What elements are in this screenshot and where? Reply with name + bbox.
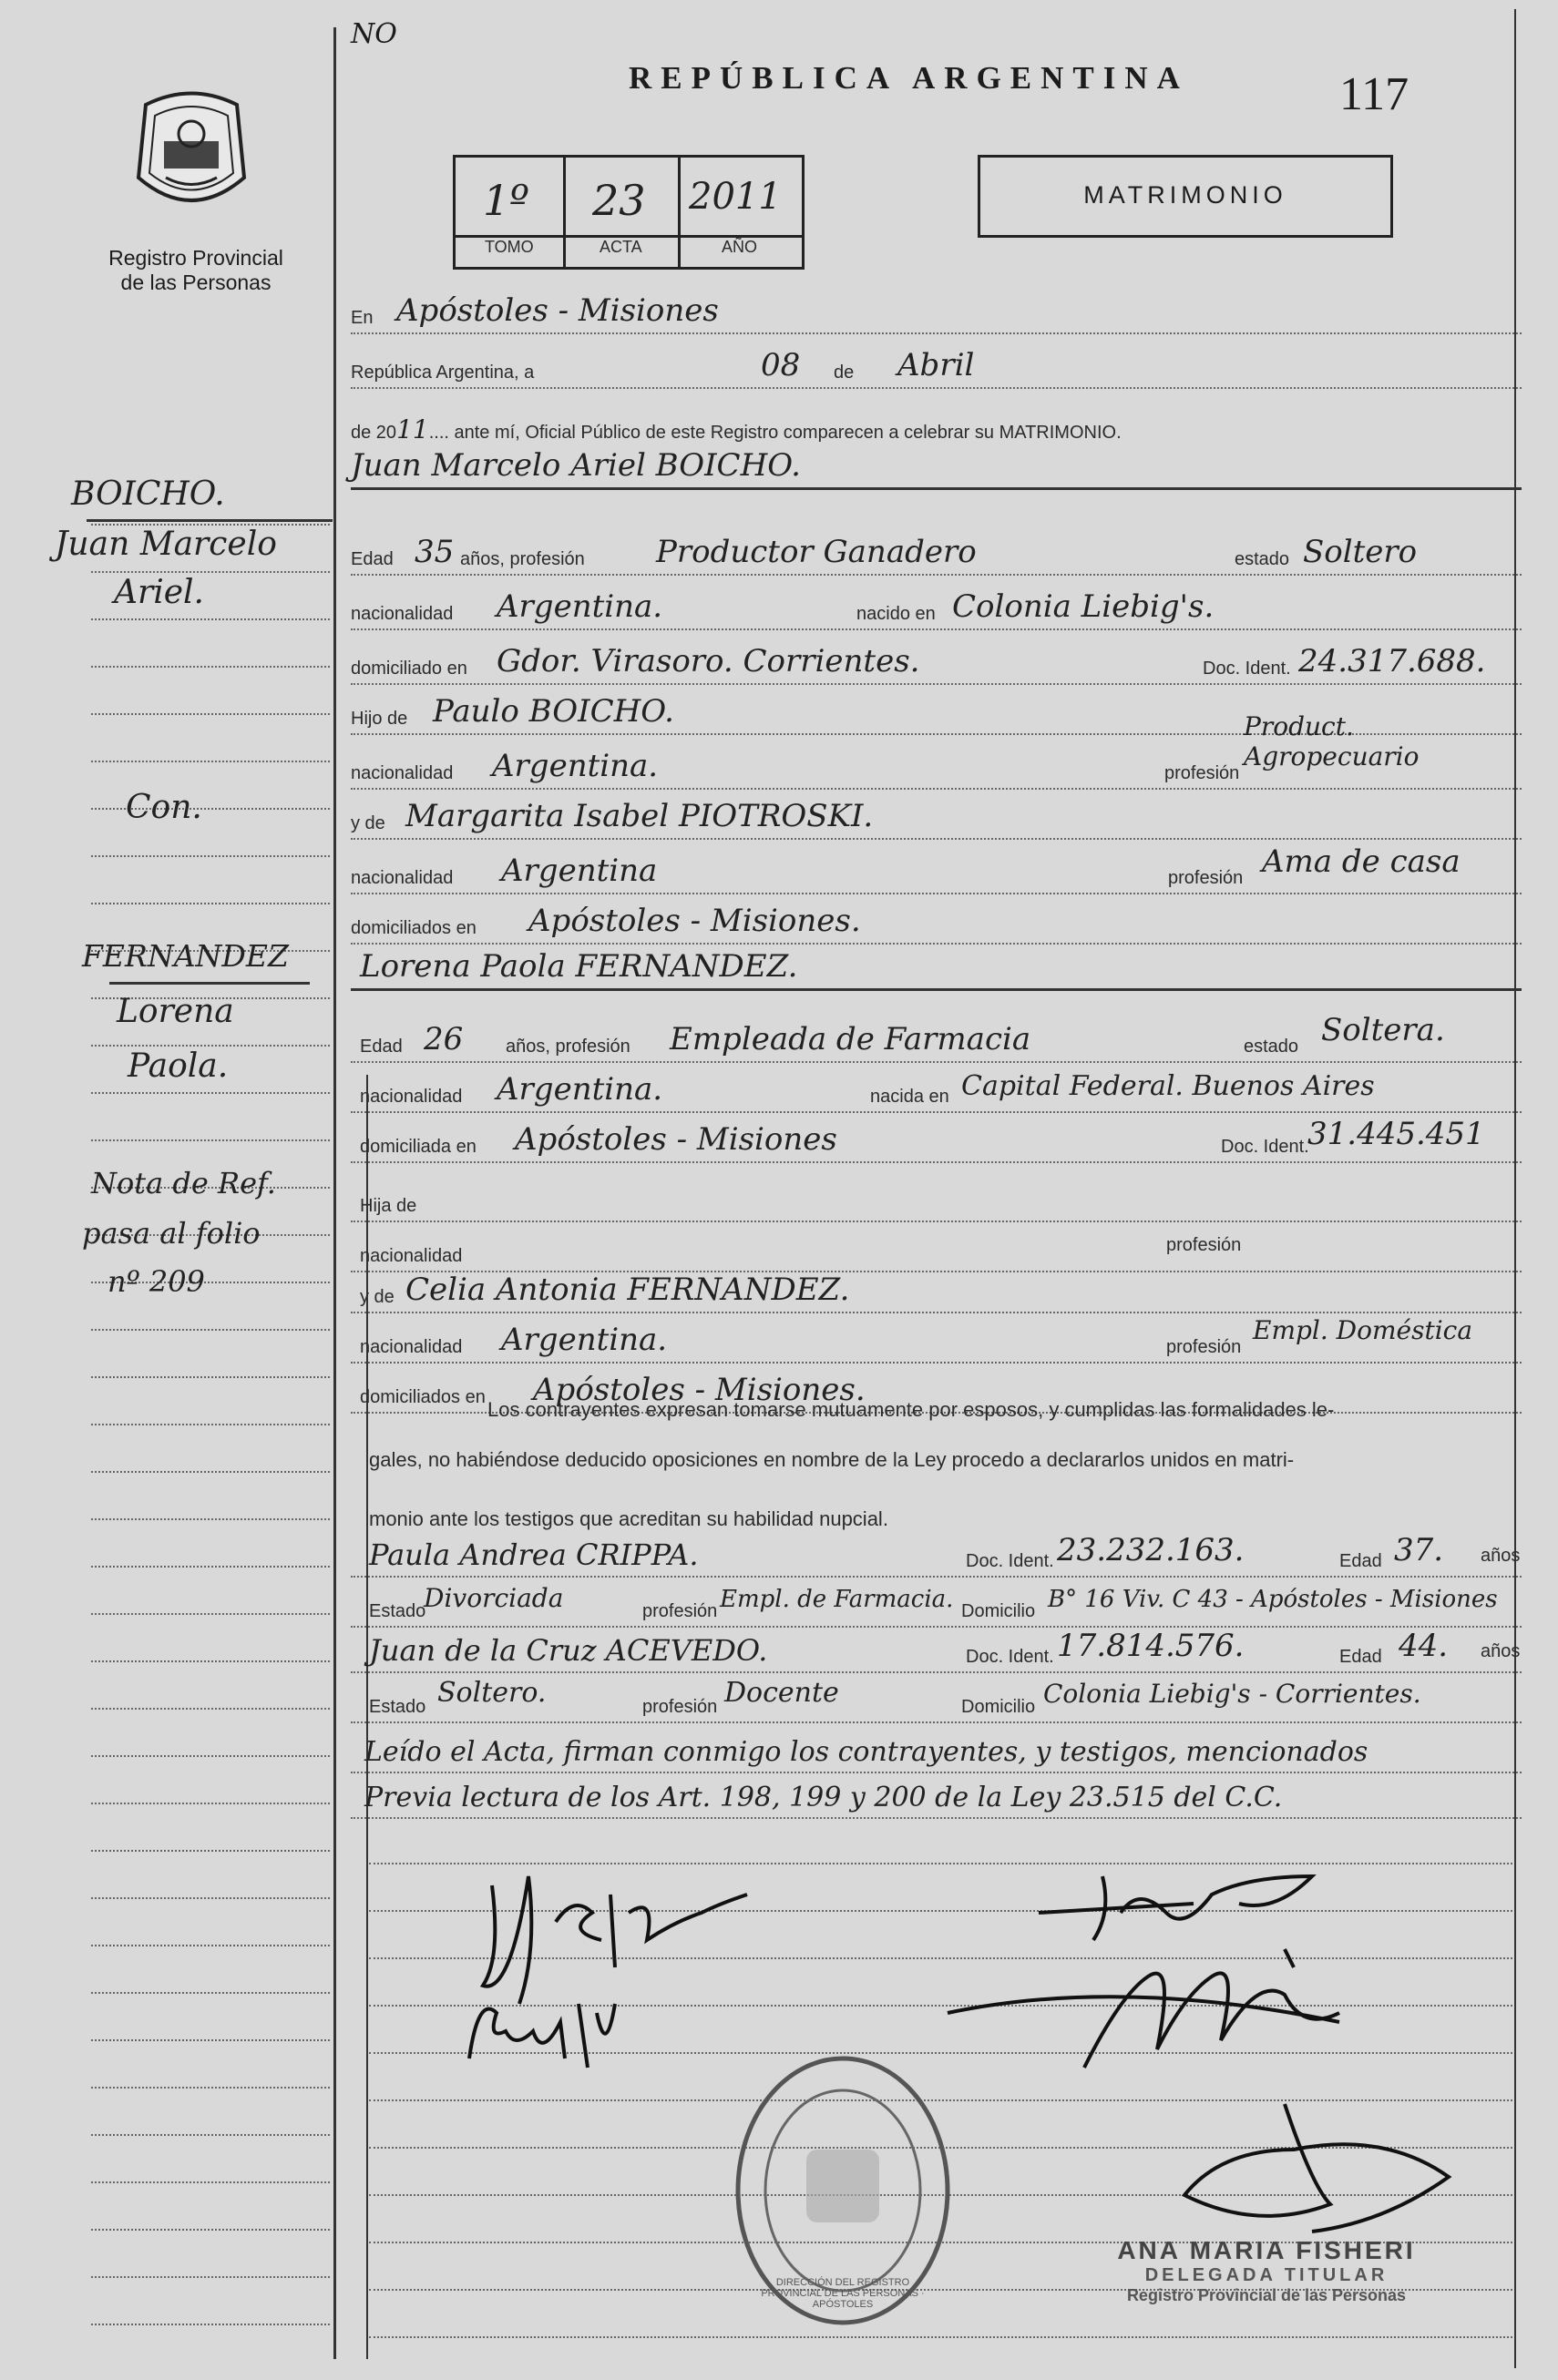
edad-label: Edad bbox=[1339, 1551, 1382, 1571]
margin-ruled-line bbox=[91, 1376, 330, 1378]
groom-nationality-row bbox=[351, 583, 1522, 630]
witness-2-profession: Docente bbox=[724, 1677, 839, 1709]
round-official-seal bbox=[729, 2049, 957, 2332]
margin-bride-name-1: Lorena bbox=[117, 993, 234, 1030]
witness-2-address: Colonia Liebig's - Corrientes. bbox=[1043, 1679, 1421, 1709]
witness-1-address: B° 16 Viv. C 43 - Apóstoles - Misiones bbox=[1048, 1586, 1498, 1613]
doc-label: Doc. Ident. bbox=[1203, 659, 1291, 679]
anos-label: años bbox=[1481, 1641, 1521, 1661]
witness-2-details-row bbox=[351, 1676, 1522, 1723]
edad-label: Edad bbox=[351, 549, 394, 569]
doc-label: Doc. Ident. bbox=[966, 1647, 1054, 1667]
groom-age: 35 bbox=[415, 534, 455, 570]
document-type-box bbox=[978, 155, 1393, 238]
place-value: Apóstoles - Misiones bbox=[396, 292, 719, 329]
bride-doc: 31.445.451 bbox=[1307, 1116, 1485, 1152]
registry-name: Registro Provincial de las Personas bbox=[108, 246, 283, 294]
groom-status: Soltero bbox=[1303, 534, 1418, 570]
profesion-label: años, profesión bbox=[460, 549, 585, 569]
page-title: REPÚBLICA ARGENTINA bbox=[629, 60, 1189, 96]
groom-mother-profession: Ama de casa bbox=[1262, 843, 1461, 880]
margin-ruled-line bbox=[91, 666, 330, 668]
margin-ruled-line bbox=[91, 2134, 330, 2136]
margin-ruled-line bbox=[91, 1945, 330, 1946]
margin-ruled-line bbox=[91, 2276, 330, 2278]
edad-label: Edad bbox=[360, 1037, 403, 1057]
domiciliados-label: domiciliados en bbox=[360, 1387, 486, 1407]
profesion-label: profesión bbox=[642, 1697, 718, 1717]
signature-official bbox=[1148, 2095, 1458, 2254]
estado-label: estado bbox=[1235, 549, 1290, 569]
nacionalidad-label: nacionalidad bbox=[351, 604, 454, 624]
witness-2-doc: 17.814.576. bbox=[1057, 1628, 1245, 1664]
bride-mother: Celia Antonia FERNANDEZ. bbox=[405, 1272, 850, 1308]
doc-label: Doc. Ident. bbox=[1221, 1137, 1309, 1157]
margin-solid-line bbox=[109, 982, 310, 985]
provincial-seal bbox=[128, 87, 255, 223]
nacionalidad-label: nacionalidad bbox=[360, 1087, 463, 1107]
bride-age-row bbox=[351, 1012, 1522, 1063]
witness-1-status: Divorciada bbox=[424, 1583, 564, 1613]
tomo-value: 1º bbox=[483, 176, 529, 225]
witness-2-status: Soltero. bbox=[437, 1677, 547, 1709]
bride-nationality: Argentina. bbox=[497, 1071, 663, 1108]
date-row bbox=[351, 342, 1522, 389]
margin-ruled-line bbox=[91, 1329, 330, 1331]
margin-ruled-line bbox=[91, 761, 330, 762]
profesion-label: profesión bbox=[642, 1601, 718, 1621]
bride-age: 26 bbox=[424, 1021, 464, 1057]
y-de-label: y de bbox=[360, 1287, 395, 1307]
year-prefix: de 20 bbox=[351, 423, 397, 443]
bride-mother-nationality-row bbox=[351, 1316, 1522, 1364]
page-mark: NO bbox=[351, 18, 397, 50]
hija-de-label: Hija de bbox=[360, 1196, 417, 1216]
intro-text: ante mí, Oficial Público de este Registro comparecen a celebrar su MATRIMONIO. bbox=[454, 423, 1122, 443]
witness-1-row bbox=[351, 1530, 1522, 1578]
domicilio-label: domiciliada en bbox=[360, 1137, 477, 1157]
margin-groom-surname: BOICHO. bbox=[71, 475, 225, 513]
closing-line-2-row bbox=[351, 1772, 1522, 1819]
bride-mother-nationality: Argentina. bbox=[501, 1322, 668, 1358]
margin-ruled-line bbox=[91, 1850, 330, 1852]
groom-age-row bbox=[351, 528, 1522, 576]
closing-line-1: Leído el Acta, firman conmigo los contrayentes, y testigos, mencionados bbox=[364, 1736, 1368, 1768]
groom-mother-row bbox=[351, 792, 1522, 840]
republica-label: República Argentina, a bbox=[351, 363, 535, 383]
margin-ruled-line bbox=[91, 1708, 330, 1710]
margin-ruled-line bbox=[91, 1803, 330, 1804]
margin-ruled-line bbox=[91, 1471, 330, 1473]
margin-bride-name-2: Paola. bbox=[128, 1047, 229, 1085]
witness-1-profession: Empl. de Farmacia. bbox=[720, 1586, 954, 1613]
margin-ruled-line bbox=[91, 2087, 330, 2089]
margin-ruled-line bbox=[91, 855, 330, 857]
y-de-label: y de bbox=[351, 813, 385, 833]
profesion-label: profesión bbox=[1166, 1235, 1242, 1255]
groom-name-row bbox=[351, 442, 1522, 490]
margin-ruled-line bbox=[91, 903, 330, 904]
official-office: Registro Provincial de las Personas bbox=[1126, 2286, 1407, 2304]
margin-ruled-line bbox=[91, 2039, 330, 2041]
groom-father-profession: Product. Agropecuario bbox=[1244, 711, 1420, 771]
edad-label: Edad bbox=[1339, 1647, 1382, 1667]
declaration-line-3: monio ante los testigos que acreditan su habilidad nupcial. bbox=[369, 1507, 888, 1530]
witness-2-age: 44. bbox=[1399, 1628, 1449, 1664]
witness-2-row bbox=[351, 1626, 1522, 1673]
margin-ruled-line bbox=[91, 2229, 330, 2231]
left-border-line bbox=[333, 27, 336, 2359]
margin-ruled-line bbox=[91, 1613, 330, 1615]
groom-birthplace: Colonia Liebig's. bbox=[952, 588, 1215, 625]
folio-number: 117 bbox=[1339, 68, 1409, 120]
acta-value: 23 bbox=[592, 176, 646, 225]
lower-ruled-line bbox=[369, 2336, 1512, 2338]
groom-father: Paulo BOICHO. bbox=[433, 693, 674, 730]
margin-ruled-line bbox=[91, 1424, 330, 1425]
witness-1-doc: 23.232.163. bbox=[1057, 1532, 1245, 1568]
closing-line-1-row bbox=[351, 1726, 1522, 1773]
year-suffix: 11 bbox=[396, 414, 429, 444]
estado-label: Estado bbox=[369, 1697, 426, 1717]
margin-ruled-line bbox=[91, 2181, 330, 2183]
record-number-box bbox=[453, 155, 805, 270]
margin-groom-names-2: Ariel. bbox=[114, 574, 204, 611]
profesion-label: profesión bbox=[1166, 1337, 1242, 1357]
tomo-label: TOMO bbox=[485, 238, 534, 256]
bride-parents-address: Apóstoles - Misiones. bbox=[533, 1372, 866, 1408]
margin-ruled-line bbox=[91, 618, 330, 620]
round-seal-text: DIRECCIÓN DEL REGISTRO PROVINCIAL DE LAS PERSONAS · APÓSTOLES bbox=[761, 2277, 925, 2310]
official-role: DELEGADA TITULAR bbox=[1144, 2265, 1389, 2285]
margin-groom-names-1: Juan Marcelo bbox=[55, 526, 277, 563]
domicilio-label: domiciliado en bbox=[351, 659, 467, 679]
intro-row: de 2011.... ante mí, Oficial Público de este Registro comparecen a celebrar su MATRIMONIO. bbox=[351, 414, 1122, 444]
groom-doc: 24.317.688. bbox=[1298, 643, 1486, 679]
margin-bride-surname: FERNANDEZ bbox=[82, 938, 289, 974]
doc-label: Doc. Ident. bbox=[966, 1551, 1054, 1571]
margin-con: Con. bbox=[126, 789, 202, 826]
groom-full-name: Juan Marcelo Ariel BOICHO. bbox=[351, 447, 801, 484]
witness-1-name: Paula Andrea CRIPPA. bbox=[369, 1537, 699, 1572]
margin-ruled-line bbox=[91, 1897, 330, 1899]
profesion-label: años, profesión bbox=[506, 1037, 630, 1057]
declaration-line-2: gales, no habiéndose deducido oposiciones en nombre de la Ley procedo a declararlos unidos en matri- bbox=[369, 1448, 1295, 1471]
groom-mother: Margarita Isabel PIOTROSKI. bbox=[405, 798, 874, 834]
bride-profession: Empleada de Farmacia bbox=[670, 1021, 1031, 1057]
official-stamp bbox=[1102, 2236, 1430, 2305]
margin-ruled-line bbox=[91, 1566, 330, 1568]
bride-status: Soltera. bbox=[1321, 1012, 1445, 1048]
groom-father-nationality: Argentina. bbox=[492, 748, 659, 784]
nacido-label: nacido en bbox=[856, 604, 936, 624]
groom-address-row bbox=[351, 638, 1522, 685]
signature-witness-2 bbox=[938, 1940, 1367, 2099]
nacionalidad-label: nacionalidad bbox=[360, 1337, 463, 1357]
anos-label: años bbox=[1481, 1546, 1521, 1566]
bride-birthplace: Capital Federal. Buenos Aires bbox=[961, 1070, 1375, 1102]
margin-ruled-line bbox=[91, 713, 330, 715]
anio-value: 2011 bbox=[689, 176, 782, 218]
groom-nationality: Argentina. bbox=[497, 588, 663, 625]
witness-2-name: Juan de la Cruz ACEVEDO. bbox=[369, 1633, 768, 1668]
groom-address: Gdor. Virasoro. Corrientes. bbox=[497, 643, 920, 679]
place-row bbox=[351, 287, 1522, 334]
de-label: de bbox=[834, 363, 855, 383]
margin-ruled-line bbox=[91, 1518, 330, 1520]
nacida-label: nacida en bbox=[870, 1087, 949, 1107]
anio-label: AÑO bbox=[722, 238, 758, 256]
bride-father-row bbox=[351, 1175, 1522, 1222]
margin-note-ref-3: nº 209 bbox=[108, 1264, 205, 1299]
closing-line-2: Previa lectura de los Art. 198, 199 y 200 de la Ley 23.515 del C.C. bbox=[364, 1782, 1283, 1813]
margin-ruled-line bbox=[91, 1755, 330, 1757]
domicilio-label: Domicilio bbox=[961, 1601, 1036, 1621]
bride-mother-profession: Empl. Doméstica bbox=[1253, 1315, 1473, 1345]
margin-ruled-line bbox=[91, 2324, 330, 2325]
groom-mother-nationality-row bbox=[351, 843, 1522, 894]
profesion-label: profesión bbox=[1164, 763, 1240, 783]
estado-label: estado bbox=[1244, 1037, 1299, 1057]
profesion-label: profesión bbox=[1168, 868, 1244, 888]
document-type: MATRIMONIO bbox=[1083, 181, 1287, 209]
nacionalidad-label: nacionalidad bbox=[360, 1246, 463, 1266]
nacionalidad-label: nacionalidad bbox=[351, 868, 454, 888]
bride-full-name: Lorena Paola FERNANDEZ. bbox=[360, 948, 798, 985]
groom-profession: Productor Ganadero bbox=[656, 534, 977, 570]
witness-1-age: 37. bbox=[1394, 1532, 1444, 1568]
estado-label: Estado bbox=[369, 1601, 426, 1621]
bride-name-row bbox=[351, 943, 1522, 991]
margin-ruled-line bbox=[91, 1660, 330, 1662]
margin-note-ref-1: Nota de Ref. bbox=[91, 1166, 276, 1200]
domicilio-label: Domicilio bbox=[961, 1697, 1036, 1717]
bride-address: Apóstoles - Misiones bbox=[515, 1121, 837, 1158]
acta-label: ACTA bbox=[600, 238, 642, 256]
bride-address-row bbox=[351, 1116, 1522, 1163]
margin-ruled-line bbox=[91, 571, 330, 573]
margin-ruled-line bbox=[91, 1139, 330, 1141]
day-value: 08 bbox=[761, 347, 801, 383]
bride-mother-row bbox=[351, 1266, 1522, 1313]
groom-parents-address: Apóstoles - Misiones. bbox=[528, 903, 861, 939]
month-value: Abril bbox=[897, 347, 975, 383]
nacionalidad-label: nacionalidad bbox=[351, 763, 454, 783]
official-name: ANA MARIA FISHERI bbox=[1117, 2236, 1416, 2264]
margin-ruled-line bbox=[91, 1092, 330, 1094]
groom-mother-nationality: Argentina bbox=[501, 853, 658, 889]
signature-bride bbox=[460, 1977, 642, 2081]
bride-nationality-row bbox=[351, 1066, 1522, 1113]
declaration-line-1: Los contrayentes expresan tomarse mutuamente por esposos, y cumplidas las formalidades le- bbox=[487, 1398, 1335, 1421]
groom-parents-address-row bbox=[351, 897, 1522, 945]
en-label: En bbox=[351, 308, 374, 328]
margin-ruled-line bbox=[91, 1992, 330, 1994]
domiciliados-label: domiciliados en bbox=[351, 918, 477, 938]
margin-ruled-line bbox=[91, 1045, 330, 1047]
margin-solid-line bbox=[87, 519, 333, 522]
witness-1-details-row bbox=[351, 1580, 1522, 1628]
hijo-de-label: Hijo de bbox=[351, 709, 408, 729]
margin-note-ref-2: pasa al folio bbox=[82, 1216, 261, 1251]
